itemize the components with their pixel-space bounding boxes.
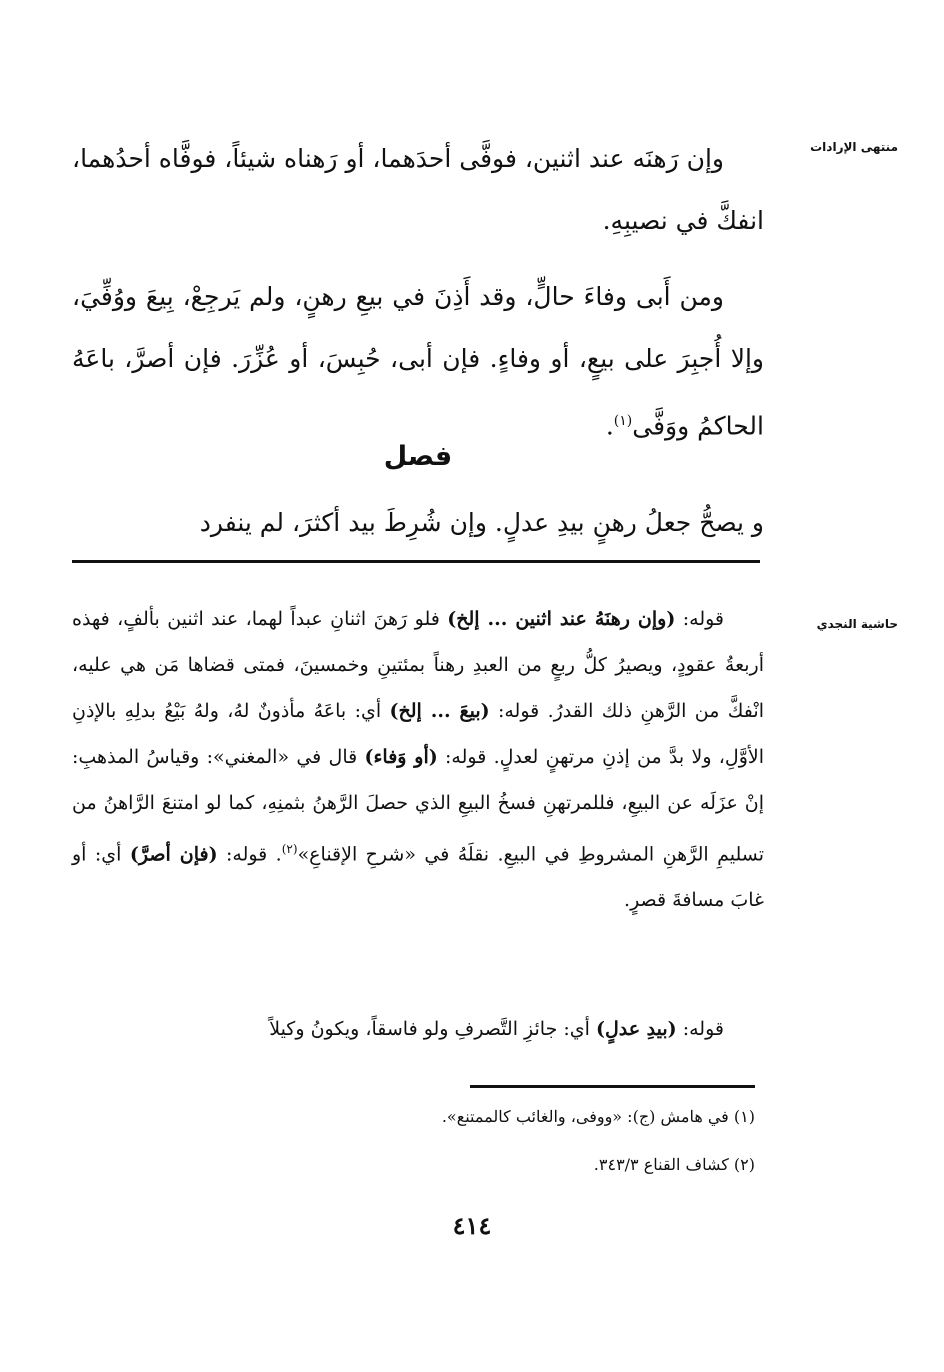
section-heading-fasl: فصل bbox=[383, 441, 453, 472]
matn-paragraph-3: و يصحُّ جعلُ رهنٍ بيدِ عدلٍ. وإن شُرِطَ بيد أكثرَ، لم ينفرد bbox=[199, 508, 764, 537]
footnote-ref-2: (٢) bbox=[281, 842, 298, 856]
matn-paragraph-1: وإن رَهنَه عند اثنين، فوفَّى أحدَهما، أو رَهناه شيئاً، فوفَّاه أحدُهما، انفكَّ في نصيبِهِ. bbox=[72, 144, 764, 235]
footnote-1: (١) في هامش (ج): «ووفى، والغائب كالممتنع». bbox=[441, 1107, 755, 1126]
hashiya-paragraph-1: قوله: (وإن رهنَهُ عند اثنين ... إلخ) فلو رَهنَ اثنانِ عبداً لهما، عند اثنين بألفٍ، فهذه أربعةُ عقودٍ، ويصيرُ كلُّ ربعٍ من العبدِ رهناً بمئتينِ وخمسينَ، فمتى قضاها مَن هي عليه، انْفكَّ من الرَّهنِ ذلك القدرُ. قوله: (بيعَ ... إلخ) أي: باعَهُ مأذونٌ لهُ، ولهُ بَيْعُ بدلِهِ بالإذنِ الأوَّلِ، ولا بدَّ من إذنِ مرتهنٍ لعدلٍ. قوله: (أو وَفاء) قال في «المغني»: وقياسُ المذهبِ: إنْ عزَلَه عن البيعِ، فللمرتهنِ فسخُ البيعِ الذي حصلَ الرَّهنُ بثمنِهِ، كما لو امتنعَ الرَّاهنُ من تسليمِ الرَّهنِ المشروطِ في البيعِ. نقلَهُ في «شرحِ الإقناعِ»$^{(٢)}$. قوله: (فإن أصرَّ) أي: أو غابَ مسافةَ قصرٍ. bbox=[72, 608, 764, 912]
page-number: ٤١٤ bbox=[452, 1211, 492, 1240]
footnote-ref-1: (١) bbox=[613, 413, 633, 429]
side-label-hashiya: حاشية النجدي bbox=[816, 617, 898, 631]
footnote-2: (٢) كشاف القناع ٣٤٣/٣. bbox=[593, 1155, 755, 1174]
matn-separator-line bbox=[72, 560, 760, 563]
side-label-matn: منتهى الإرادات bbox=[810, 140, 898, 154]
hashiya-paragraph-2: قوله: (بيدِ عدلٍ) أي: جائزِ التَّصرفِ ولو فاسقاً، ويكونُ وكيلاً bbox=[269, 1018, 724, 1040]
footnote-separator-line bbox=[470, 1085, 755, 1088]
matn-paragraph-2: ومن أَبى وفاءَ حالٍّ، وقد أَذِنَ في بيعِ رهنٍ، ولم يَرجِعْ، بِيعَ ووُفِّيَ، وإلا أُجبِرَ على بيعٍ، أو وفاءٍ. فإن أبى، حُبِسَ، أو عُزِّرَ. فإن أصرَّ، باعَهُ الحاكمُ ووَفَّى$^{(١)}$. bbox=[72, 282, 764, 441]
